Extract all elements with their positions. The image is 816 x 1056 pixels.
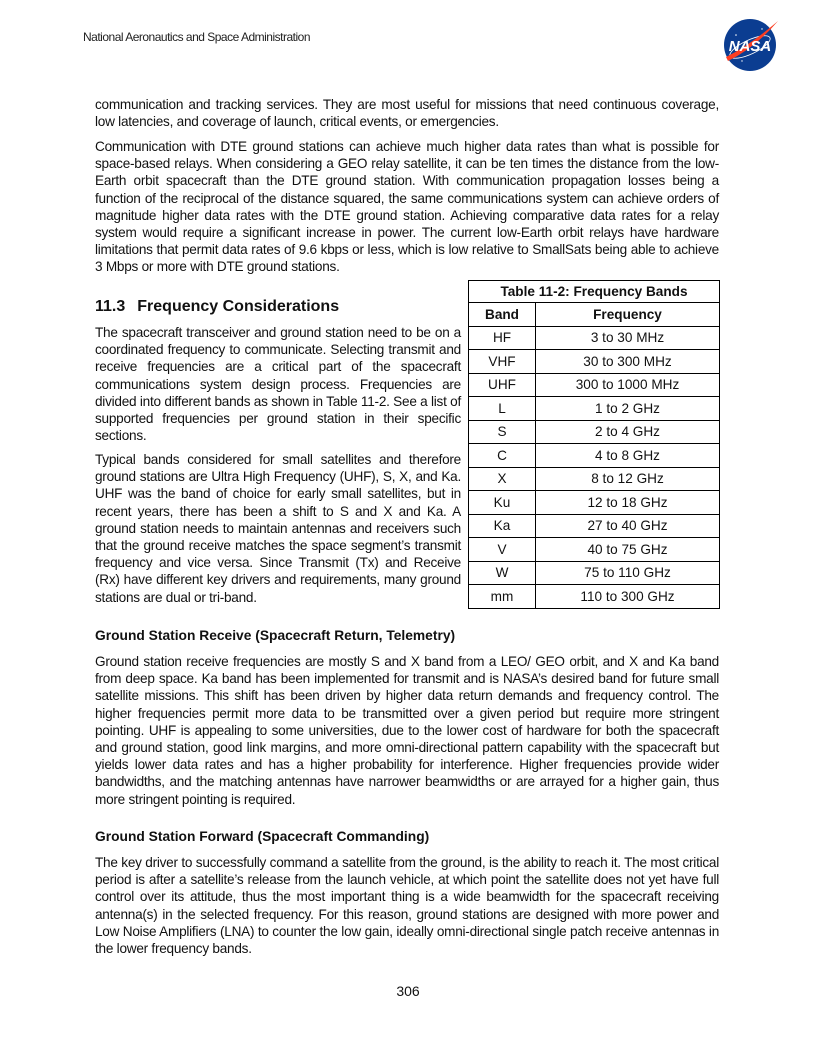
- table-row: [469, 538, 720, 562]
- cell-band: L: [469, 397, 536, 421]
- column-header-band: Band: [469, 303, 536, 327]
- paragraph-intro: communication and tracking services. They are most useful for missions that need continuous coverage, low latencies, and coverage of launch, critical events, or emergencies.: [95, 97, 719, 130]
- cell-frequency: 30 to 300 MHz: [536, 350, 720, 374]
- table-row: [469, 491, 720, 515]
- cell-band: W: [469, 561, 536, 585]
- table-row: [469, 561, 720, 585]
- cell-frequency: 1 to 2 GHz: [536, 397, 720, 421]
- cell-frequency: 40 to 75 GHz: [536, 538, 720, 562]
- forward-heading: Ground Station Forward (Spacecraft Commanding): [95, 829, 430, 844]
- cell-band: Ka: [469, 514, 536, 538]
- cell-frequency: 110 to 300 GHz: [536, 585, 720, 609]
- table-row: [469, 444, 720, 468]
- table-row: [469, 397, 720, 421]
- table-row: [469, 585, 720, 609]
- header-org: National Aeronautics and Space Administration: [83, 30, 310, 44]
- cell-frequency: 2 to 4 GHz: [536, 420, 720, 444]
- cell-frequency: 300 to 1000 MHz: [536, 373, 720, 397]
- table-caption: Table 11-2: Frequency Bands: [469, 281, 720, 303]
- section-title: Frequency Considerations: [137, 298, 340, 315]
- cell-frequency: 8 to 12 GHz: [536, 467, 720, 491]
- table-row: [469, 350, 720, 374]
- paragraph-coordination: The spacecraft transceiver and ground station need to be on a coordinated frequency to communicate. Selecting transmit and receive frequencies are a critical part of the spacecraft communications system design process. Frequencies are divided into different bands as shown in Table 11-2. See a list of supported frequencies per ground station in their specific sections.: [95, 325, 461, 444]
- cell-band: V: [469, 538, 536, 562]
- paragraph-typical-bands: Typical bands considered for small satellites and therefore ground stations are Ultra High Frequency (UHF), S, X, and Ka. UHF was the band of choice for early small satellites, but in recent years, there has been a shift to S and X and Ka. A ground station needs to maintain antennas and receivers such that the ground receive matches the space segment’s transmit frequency and vice versa. Since Transmit (Tx) and Receive (Rx) have different key drivers and requirements, many ground stations are dual or tri-band.: [95, 452, 461, 605]
- paragraph-forward: The key driver to successfully command a satellite from the ground, is the ability to reach it. The most critical period is after a satellite’s release from the launch vehicle, at which point the satellite does not yet have full control over its attitude, thus the most important thing is a wide beamwidth for the spacecraft receiving antenna(s) in the selected frequency. For this reason, ground stations are designed with more power and Low Noise Amplifiers (LNA) to counter the low gain, ideally omni-directional single patch receive antennas in the lower frequency bands.: [95, 855, 719, 957]
- paragraph-dte: Communication with DTE ground stations can achieve much higher data rates than what is possible for space-based relays. When considering a GEO relay satellite, it can be ten times the distance from the low-Earth orbit spacecraft than the DTE ground station. With communication propagation losses being a function of the reciprocal of the distance squared, the same communications system can achieve orders of magnitude higher data rates with the DTE ground station. Achieving comparative data rates for a relay system would require a significant increase in power. The current low-Earth orbit relays have hardware limitations that permit data rates of 9.6 kbps or less, which is low relative to SmallSats being able to achieve 3 Mbps or more with DTE ground stations.: [95, 139, 719, 275]
- paragraph-receive: Ground station receive frequencies are mostly S and X band from a LEO/ GEO orbit, and X and Ka band from deep space. Ka band has been implemented for transmit and is NASA’s desired band for future small satellite missions. This shift has been driven by higher data return demands and frequency control. The higher frequencies permit more data to be transmitted over a given period but require more stringent pointing. UHF is appealing to some universities, due to the lower cost of hardware for both the spacecraft and ground station, good link margins, and more omni-directional pattern capability with the spacecraft but yields lower data rates and has a higher probability for interference. Higher frequencies provide wider bandwidths, and the matching antennas have narrower beamwidths or are arrayed for a higher gain, thus more stringent pointing is required.: [95, 654, 719, 807]
- svg-text:NASA: NASA: [728, 38, 772, 55]
- section-number: 11.3: [95, 298, 126, 315]
- table-row: [469, 326, 720, 350]
- section-heading: [95, 298, 339, 316]
- table-row: [469, 514, 720, 538]
- cell-frequency: 4 to 8 GHz: [536, 444, 720, 468]
- cell-band: UHF: [469, 373, 536, 397]
- page-number: 306: [396, 983, 420, 999]
- table-row: [469, 373, 720, 397]
- cell-band: HF: [469, 326, 536, 350]
- column-header-frequency: Frequency: [536, 303, 720, 327]
- frequency-bands-table: [468, 280, 720, 609]
- cell-frequency: 27 to 40 GHz: [536, 514, 720, 538]
- cell-band: VHF: [469, 350, 536, 374]
- receive-heading: Ground Station Receive (Spacecraft Return, Telemetry): [95, 628, 456, 643]
- cell-band: mm: [469, 585, 536, 609]
- cell-band: S: [469, 420, 536, 444]
- cell-frequency: 3 to 30 MHz: [536, 326, 720, 350]
- cell-band: C: [469, 444, 536, 468]
- cell-band: X: [469, 467, 536, 491]
- nasa-logo: [722, 17, 778, 73]
- cell-frequency: 12 to 18 GHz: [536, 491, 720, 515]
- cell-frequency: 75 to 110 GHz: [536, 561, 720, 585]
- cell-band: Ku: [469, 491, 536, 515]
- table-row: [469, 467, 720, 491]
- table-row: [469, 420, 720, 444]
